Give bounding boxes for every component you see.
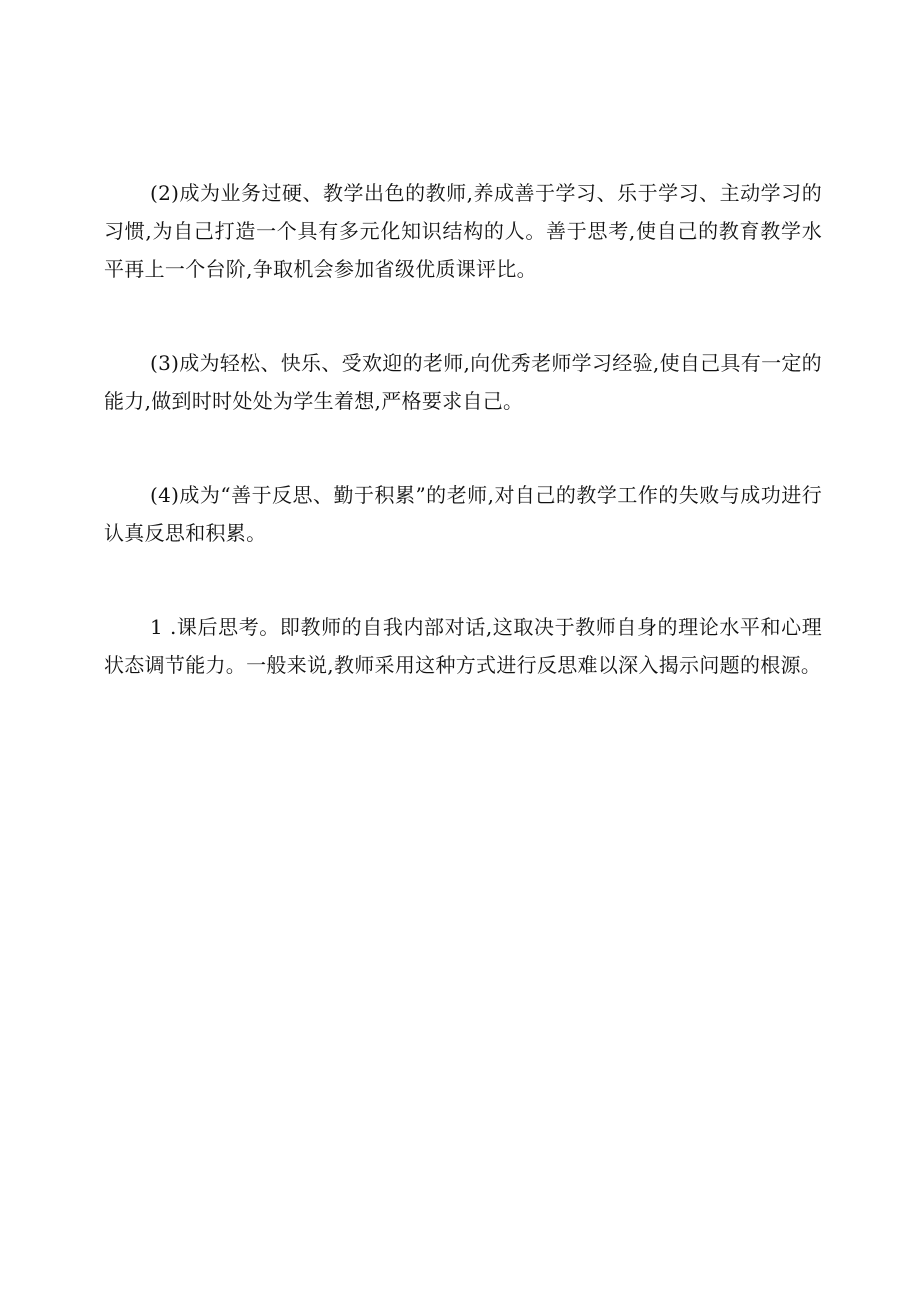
paragraph-goal-4: (4)成为“善于反思、勤于积累”的老师,对自己的教学工作的失败与成功进行认真反思和积累。 bbox=[104, 483, 822, 545]
document-body bbox=[104, 174, 822, 740]
paragraph-goal-2: (2)成为业务过硬、教学出色的教师,养成善于学习、乐于学习、主动学习的习惯,为自己打造一个具有多元化知识结构的人。善于思考,使自己的教育教学水平再上一个台阶,争取机会参加省级优质课评比。 bbox=[104, 181, 822, 281]
paragraph-goal-3: (3)成为轻松、快乐、受欢迎的老师,向优秀老师学习经验,使自己具有一定的能力,做到时时处处为学生着想,严格要求自己。 bbox=[104, 351, 822, 413]
paragraph-after-class-reflection: 1 .课后思考。即教师的自我内部对话,这取决于教师自身的理论水平和心理状态调节能力。一般来说,教师采用这种方式进行反思难以深入揭示问题的根源。 bbox=[104, 615, 822, 677]
